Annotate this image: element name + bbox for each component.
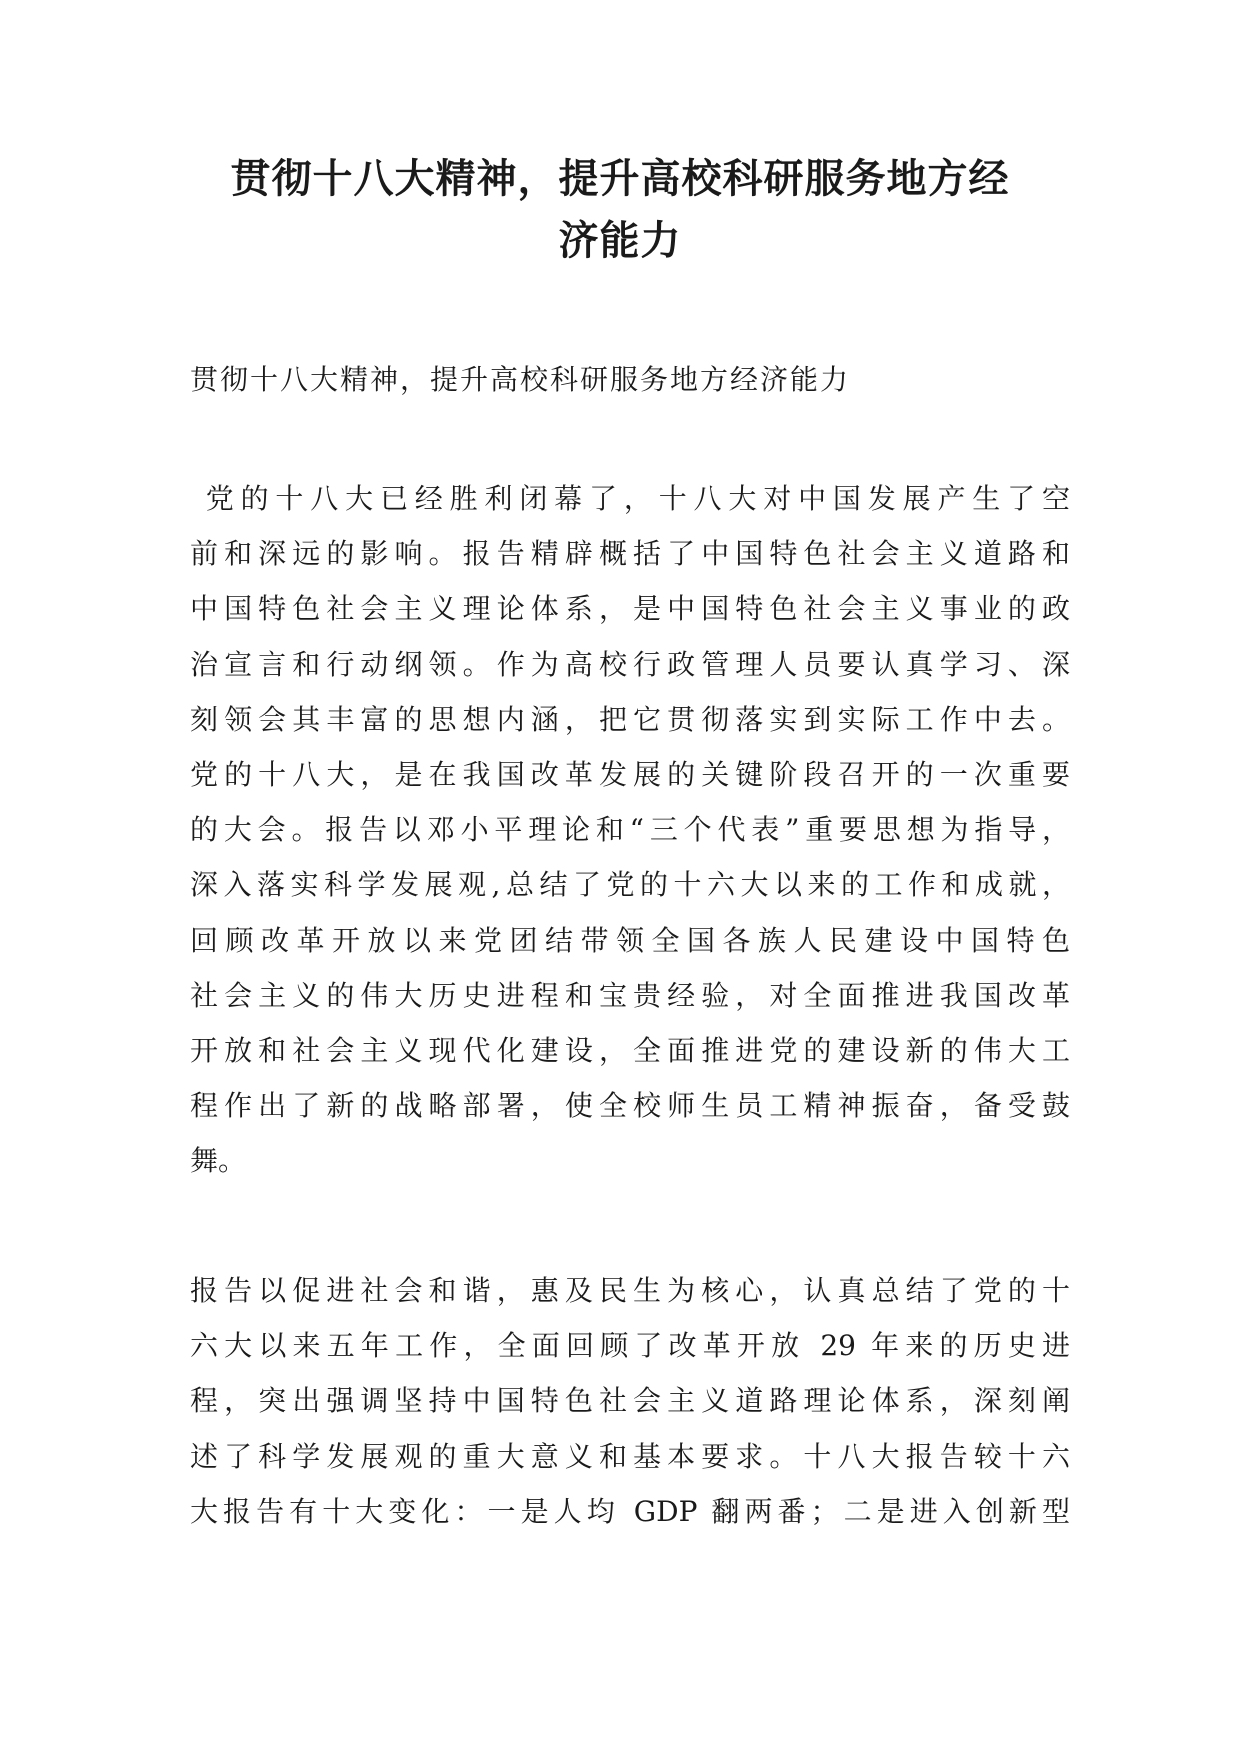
paragraph-2 <box>190 1263 1070 1539</box>
paragraph-line: 党的十八大，是在我国改革发展的关键阶段召开的一次重要 <box>190 757 1070 791</box>
paragraph-line: 六大以来五年工作，全面回顾了改革开放 29 年来的历史进 <box>190 1329 1070 1363</box>
paragraph-line: 报告以促进社会和谐，惠及民生为核心，认真总结了党的十 <box>190 1274 1070 1307</box>
title-line: 贯彻十八大精神，提升高校科研服务地方经 <box>230 155 1010 202</box>
paragraph-1 <box>190 471 1070 1188</box>
paragraph-line: 程，突出强调坚持中国特色社会主义道路理论体系，深刻阐 <box>190 1384 1070 1418</box>
paragraph-line: 治宣言和行动纲领。作为高校行政管理人员要认真学习、深 <box>190 647 1070 681</box>
paragraph-line: 的大会。报告以邓小平理论和“三个代表”重要思想为指导， <box>190 813 1070 847</box>
paragraph-line: 前和深远的影响。报告精辟概括了中国特色社会主义道路和 <box>190 537 1070 571</box>
paragraph-line: 述了科学发展观的重大意义和基本要求。十八大报告较十六 <box>190 1439 1070 1473</box>
title-line: 济能力 <box>558 217 682 264</box>
paragraph-line: 党的十八大已经胜利闭幕了，十八大对中国发展产生了空 <box>190 482 1070 515</box>
paragraph-line: 回顾改革开放以来党团结带领全国各族人民建设中国特色 <box>190 923 1070 957</box>
paragraph-line: 中国特色社会主义理论体系，是中国特色社会主义事业的政 <box>190 592 1070 626</box>
paragraph-line: 舞。 <box>190 1144 247 1178</box>
paragraph-line: 深入落实科学发展观,总结了党的十六大以来的工作和成就， <box>190 868 1070 902</box>
paragraph-line: 开放和社会主义现代化建设，全面推进党的建设新的伟大工 <box>190 1033 1070 1067</box>
paragraph-line: 社会主义的伟大历史进程和宝贵经验，对全面推进我国改革 <box>190 978 1070 1012</box>
paragraph-line: 程作出了新的战略部署，使全校师生员工精神振奋，备受鼓 <box>190 1089 1070 1123</box>
paragraph-line: 大报告有十大变化：一是人均 GDP 翻两番；二是进入创新型 <box>190 1494 1070 1528</box>
document-title <box>180 148 1060 272</box>
document-subtitle: 贯彻十八大精神，提升高校科研服务地方经济能力 <box>190 363 851 396</box>
paragraph-line: 刻领会其丰富的思想内涵，把它贯彻落实到实际工作中去。 <box>190 702 1070 736</box>
